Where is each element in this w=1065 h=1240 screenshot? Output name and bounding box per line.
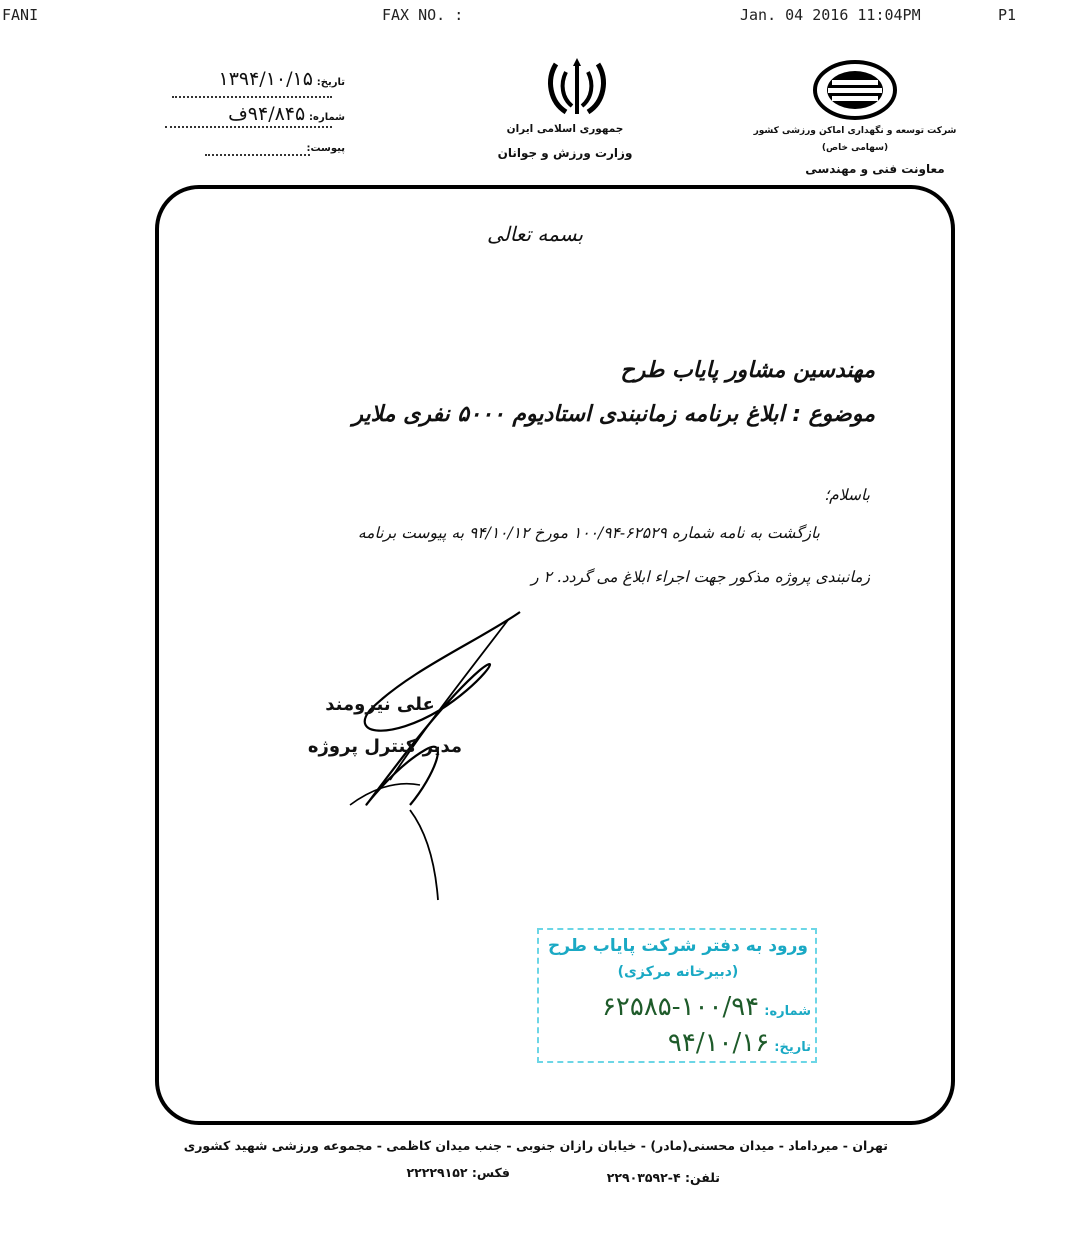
fax-page: P1 xyxy=(998,6,1017,24)
date-value: ۱۳۹۴/۱۰/۱۵ xyxy=(218,68,313,90)
signer-name: علی نیرومند xyxy=(325,694,435,715)
greeting: باسلام؛ xyxy=(824,486,870,504)
meta-attachment-row xyxy=(200,140,345,154)
number-label: شماره: xyxy=(309,112,345,123)
body-line-1: بازگشت به نامه شماره ۶۲۵۲۹-۱۰۰/۹۴ مورخ ۹۴/۱۰/۱۲ به پیوست برنامه xyxy=(357,524,820,542)
center-heading-line1: جمهوری اسلامی ایران xyxy=(506,123,624,135)
company-heading-line1: شرکت توسعه و نگهداری اماکن ورزشی کشور xyxy=(753,126,957,136)
date-underline xyxy=(172,96,332,98)
receipt-stamp xyxy=(537,928,817,1063)
footer-phone: تلفن: ۴-۲۲۹۰۳۵۹۲ xyxy=(606,1170,720,1185)
body-line-2: زمانبندی پروژه مذکور جهت اجراء ابلاغ می گردد. ۲ ر xyxy=(531,568,870,586)
recipient: مهندسین مشاور پایاب طرح xyxy=(620,358,875,383)
number-value: ۹۴/۸۴۵ف xyxy=(228,103,306,125)
attachment-label: پیوست: xyxy=(306,143,345,154)
meta-number-row xyxy=(170,103,345,125)
stamp-number-value: ۱۰۰/۹۴-۶۲۵۸۵ xyxy=(601,992,760,1022)
stamp-date-label: تاریخ: xyxy=(774,1040,811,1055)
stamp-subtitle: (دبیرخانه مرکزی) xyxy=(617,964,739,980)
fax-datetime: Jan. 04 2016 11:04PM xyxy=(740,6,921,24)
footer-fax: فکس: ۲۲۲۲۹۱۵۲ xyxy=(406,1165,510,1180)
signer-title: مدیر کنترل پروژه xyxy=(307,736,463,757)
subject-line: موضوع : ابلاغ برنامه زمانبندی استادیوم ۵۰۰۰ نفری ملایر xyxy=(352,402,875,427)
attachment-underline xyxy=(205,154,310,156)
company-logo-icon xyxy=(812,60,898,120)
footer-address: تهران - میرداماد - میدان محسنی(مادر) - خیابان رازان جنوبی - جنب میدان کاظمی - مجموعه ورزشی شهید کشوری xyxy=(183,1138,888,1153)
stamp-date-value: ۹۴/۱۰/۱۶ xyxy=(667,1028,770,1058)
stamp-title: ورود به دفتر شرکت پایاب طرح xyxy=(548,936,808,956)
number-underline xyxy=(165,126,332,128)
fax-sender: FANI xyxy=(2,6,39,24)
meta-date-row xyxy=(170,68,345,90)
stamp-number-row xyxy=(545,992,811,1022)
stamp-date-row xyxy=(545,1028,811,1058)
iran-emblem-icon xyxy=(544,58,610,120)
fax-number-label: FAX NO. : xyxy=(382,6,464,24)
stamp-number-label: شماره: xyxy=(764,1004,811,1019)
date-label: تاریخ: xyxy=(316,77,345,88)
basmala: بسمه تعالی xyxy=(486,222,584,246)
company-heading-line3: معاونت فنی و مهندسی xyxy=(805,162,945,176)
center-heading-line2: وزارت ورزش و جوانان xyxy=(497,146,633,160)
company-heading-line2: (سهامی خاص) xyxy=(821,143,889,153)
